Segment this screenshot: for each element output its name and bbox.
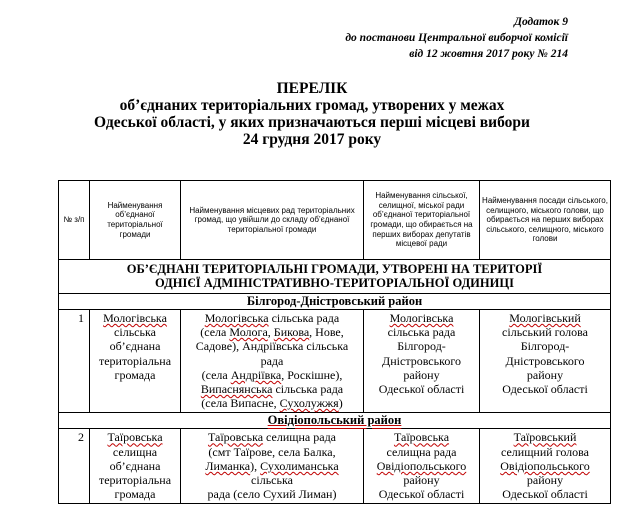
heading-title: ПЕРЕЛІК: [276, 80, 348, 97]
communities-table: [58, 180, 611, 504]
council-elected: Мологівська сільська рада Білгород- Дністровського району Одеської області: [364, 310, 480, 413]
community-name: Мологівська сільська об’єднана територіальна громада: [90, 310, 181, 413]
district-title: Овідіопольський район: [59, 413, 611, 429]
table-header-row: [59, 181, 611, 260]
table-row: [59, 310, 611, 413]
appendix-resolution: до постанови Центральної виборчої комісії: [345, 32, 568, 44]
heading-line-3: 24 грудня 2017 року: [242, 131, 382, 148]
table-row: [59, 429, 611, 504]
member-councils: Мологівська сільська рада (села Молога, Бикова, Нове, Садове), Андріївська сільська рада (села Андріївка, Роскішне), Випаснянська сільська рада (села Випасне, Сухолужжя): [181, 310, 364, 413]
row-number: 2: [59, 429, 90, 504]
district-title: Білгород-Дністровський район: [59, 294, 611, 310]
appendix-block: [345, 14, 568, 62]
member-councils: Таїровська селищна рада (смт Таїрове, села Балка, Лиманка), Сухолиманська сільська рада (село Сухий Лиман): [181, 429, 364, 504]
section-title-line-1: ОБ’ЄДНАНІ ТЕРИТОРІАЛЬНІ ГРОМАДИ, УТВОРЕНІ НА ТЕРИТОРІЇ: [126, 262, 543, 276]
council-elected: Таїровська селищна рада Овідіопольського району Одеської області: [364, 429, 480, 504]
community-name: Таїровська селищна об’єднана територіальна громада: [90, 429, 181, 504]
section-row: [59, 260, 611, 294]
section-title-line-2: ОДНІЄЇ АДМІНІСТРАТИВНО-ТЕРИТОРІАЛЬНОЇ ОДИНИЦІ: [155, 275, 514, 290]
header-councils: Найменування місцевих рад територіальних громад, що увійшли до складу об’єднаної територіальної громади: [181, 181, 364, 260]
appendix-date: від 12 жовтня 2017 року № 214: [409, 48, 568, 60]
header-council-elected: Найменування сільської, селищної, міської ради об’єднаної територіальної громади, що обирається на перших виборах депутатів місцевої ради: [364, 181, 480, 260]
header-community: Найменування об’єднаної територіальної громади: [90, 181, 181, 260]
heading-line-2: Одеської області, у яких призначаються перші місцеві вибори: [94, 114, 530, 131]
header-head-elected: Найменування посади сільського, селищного, міського голови, що обирається на перших виборах сільського, селищного, міського голови: [480, 181, 611, 260]
document-heading: [0, 80, 624, 148]
header-number: № з/п: [59, 181, 90, 260]
head-elected: Таїровський селищний голова Овідіопольського району Одеської області: [480, 429, 611, 504]
district-row: [59, 413, 611, 429]
heading-line-1: об’єднаних територіальних громад, утворених у межах: [119, 97, 505, 114]
section-title: [59, 260, 611, 294]
row-number: 1: [59, 310, 90, 413]
appendix-number: Додаток 9: [514, 16, 568, 28]
district-row: [59, 294, 611, 310]
head-elected: Мологівський сільський голова Білгород- Дністровського району Одеської області: [480, 310, 611, 413]
